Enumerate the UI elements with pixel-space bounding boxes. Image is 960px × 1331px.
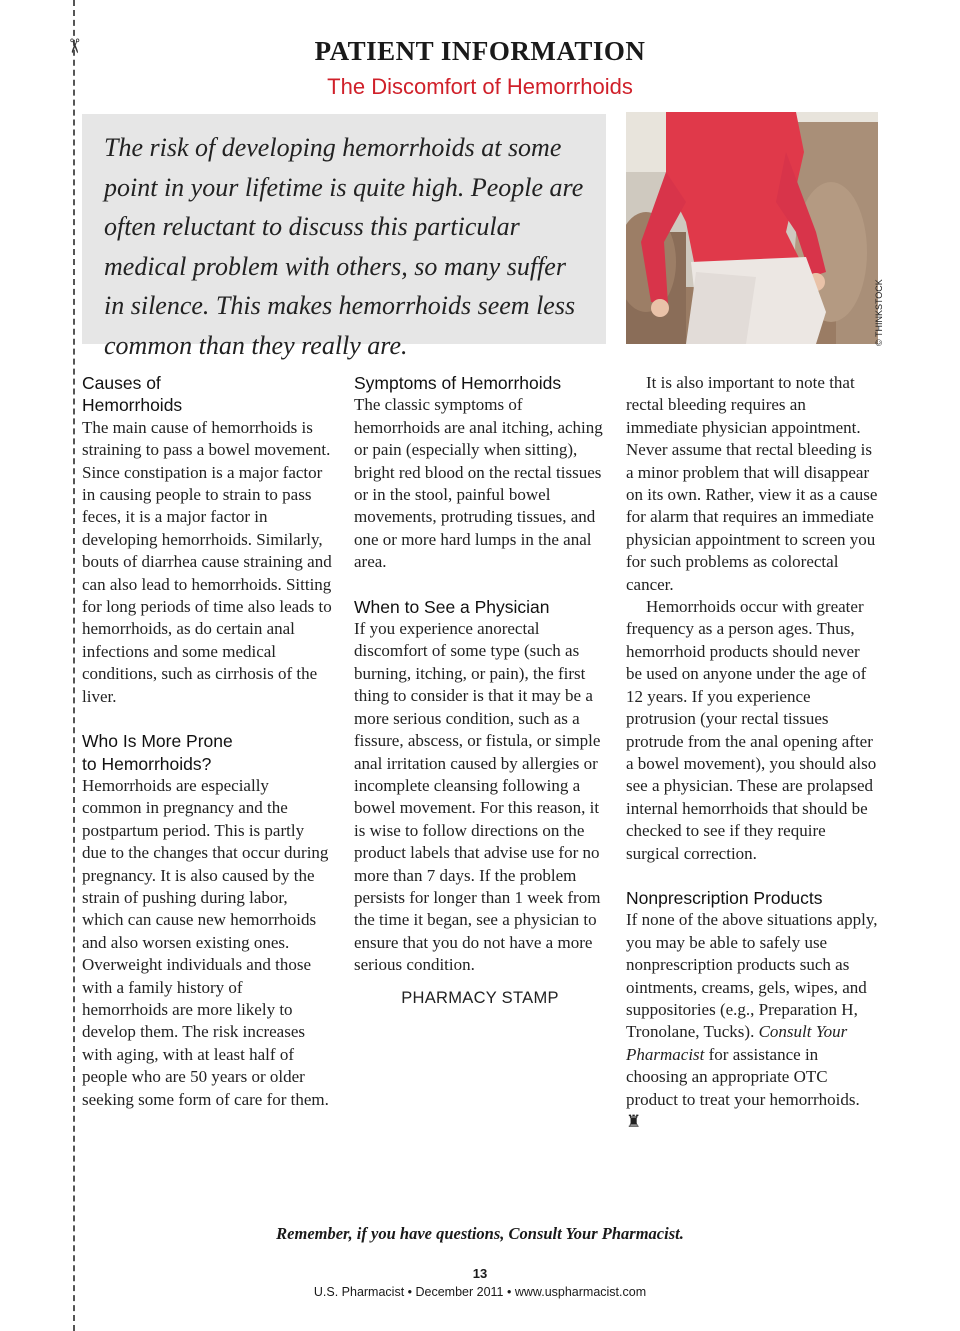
otc-heading: Nonprescription Products xyxy=(626,887,823,908)
otc-consult-text: Consult Your Pharmacist xyxy=(626,1022,848,1064)
pull-quote-text: The risk of developing hemorrhoids at some point in your lifetime is quite high. People are often reluctant to discuss this particular medical problem with others, so many suffer in silence. This makes hemorrhoids seem less common than they really are. xyxy=(104,133,584,360)
prone-text: Hemorrhoids are especially common in pregnancy and the postpartum period. This is partly due to the changes that occur during pregnancy. It is also caused by the strain of pushing during labor, which can cause new hemorrhoids and also worsen existing ones. Overweight individuals and those with a family history of hemorrhoids are more likely to develop them. The risk increases with aging, with at least half of people who are 50 years or older seeking some form of care for them. xyxy=(82,775,329,1109)
pull-quote-box xyxy=(82,114,606,360)
frequency-paragraph: Hemorrhoids occur with greater frequency as a person ages. Thus, hemorrhoid products should never be used on anyone under the age of 12 years. If you experience protrusion (your rectal tissues protrude from the anal opening after a bowel movement), you should also see a physician. These are prolapsed internal hemorrhoids that should be checked to see if they require surgical correction. xyxy=(626,597,877,863)
physician-text: If you experience anorectal discomfort of some type (such as burning, itching, or pain), the first thing to consider is that it may be a more serious condition, such as a fissure, abscess, or fistula, or simple anal irritation caused by allergies or incomplete cleansing following a bowel movement. For this reason, it is wise to follow directions on the product labels that advise use for no more than 7 days. If the problem persists for longer than 1 week from the time it began, see a physician to ensure that you do not have a more serious condition. xyxy=(354,619,601,975)
cut-line xyxy=(73,0,75,1331)
prone-heading: Who Is More Prone to Hemorrhoids? xyxy=(82,731,233,774)
causes-heading: Causes of Hemorrhoids xyxy=(82,373,183,416)
pharmacist-reminder: Remember, if you have questions, Consult Your Pharmacist. xyxy=(276,1224,684,1243)
page-subtitle: The Discomfort of Hemorrhoids xyxy=(327,74,633,99)
page-number: 13 xyxy=(472,1266,488,1281)
photo-credit: © THINKSTOCK xyxy=(874,279,884,346)
symptoms-text: The classic symptoms of hemorrhoids are anal itching, aching or pain (especially when sitting), bright red blood on the rectal tissues or in the stool, painful bowel movements, protruding tissues, and one or more hard lumps in the anal area. xyxy=(354,395,603,572)
pharmacy-stamp-label: PHARMACY STAMP xyxy=(401,988,559,1007)
column-3 xyxy=(626,372,878,1133)
otc-text: If none of the above situations apply, you may be able to safely use nonprescription products such as ointments, creams, gels, wipes, and suppositories (e.g., Preparation H, Tronolane, Tucks). xyxy=(626,910,878,1042)
symptoms-heading: Symptoms of Hemorrhoids xyxy=(354,373,562,393)
otc-end-text: for assistance in choosing an appropriate OTC product to treat your hemorrhoids. ♜ xyxy=(626,1044,860,1131)
physician-heading: When to See a Physician xyxy=(354,596,550,617)
rectal-bleeding-paragraph: It is also important to note that rectal bleeding requires an immediate physician appointment. Never assume that rectal bleeding is a minor problem that will disappear on its own. Rather, view it as a cause for alarm that requires an immediate physician appointment to screen you for such problems as colorectal cancer. xyxy=(626,373,878,594)
woman-sitting-photo xyxy=(626,112,878,344)
causes-text: The main cause of hemorrhoids is straining to pass a bowel movement. Since constipation is a major factor in causing people to strain to pass feces, it is a major factor in developing hemorrhoids. Similarly, bouts of diarrhea cause straining and can also lead to hemorrhoids. Sitting for long periods of time also leads to hemorrhoids, as do certain anal infections and some medical conditions, such as cirrhosis of the liver. xyxy=(82,417,332,706)
otc-paragraph xyxy=(626,909,878,1133)
scissors-icon: ✂ xyxy=(62,37,87,55)
publication-footer: U.S. Pharmacist • December 2011 • www.uspharmacist.com xyxy=(313,1285,647,1299)
photo-illustration xyxy=(626,112,878,344)
page-title: PATIENT INFORMATION xyxy=(314,36,646,66)
column-2 xyxy=(354,372,606,1009)
column-1 xyxy=(82,372,332,1111)
